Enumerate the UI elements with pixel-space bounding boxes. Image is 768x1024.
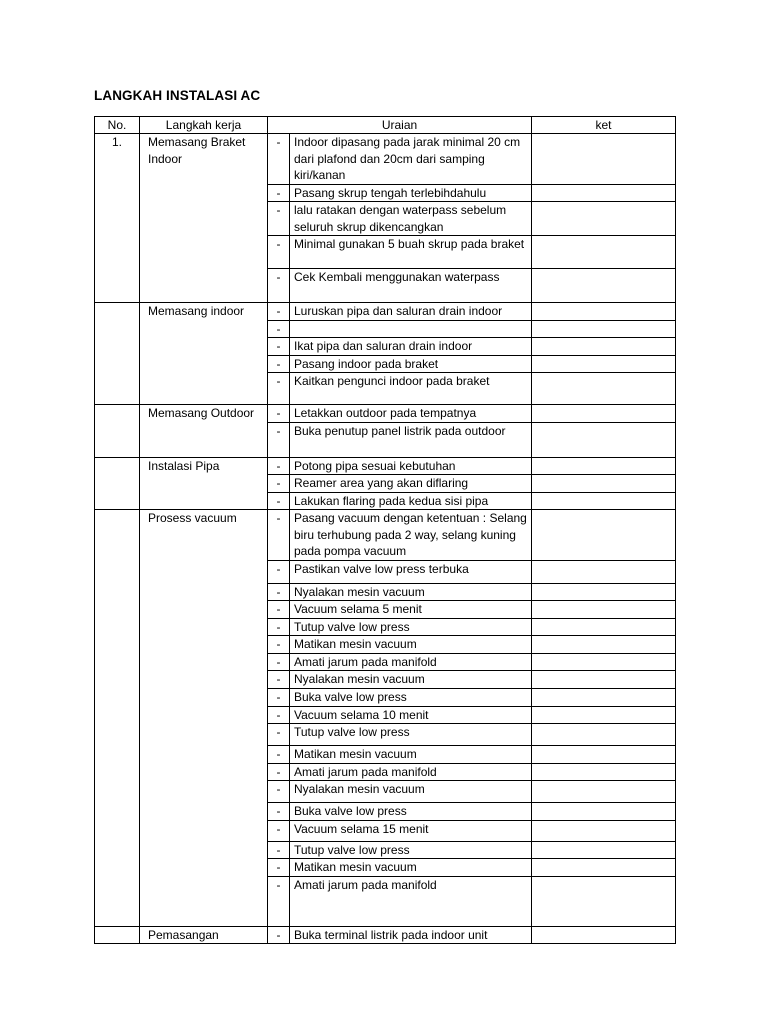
table-row: [95, 457, 676, 475]
step-name: Memasang indoor: [140, 303, 268, 405]
bullet-dash: -: [268, 560, 290, 583]
step-description: Pasang skrup tengah terlebihdahulu: [290, 184, 532, 202]
step-description: Tutup valve low press: [290, 841, 532, 859]
bullet-dash: -: [268, 475, 290, 493]
step-description: Letakkan outdoor pada tempatnya: [290, 405, 532, 423]
step-description: Tutup valve low press: [290, 618, 532, 636]
ket-cell: [532, 820, 676, 841]
ket-cell: [532, 706, 676, 724]
bullet-dash: -: [268, 405, 290, 423]
table-row: [95, 134, 676, 185]
step-description: [290, 320, 532, 338]
bullet-dash: -: [268, 926, 290, 944]
step-number: [95, 926, 140, 944]
ket-cell: [532, 859, 676, 877]
step-description: Nyalakan mesin vacuum: [290, 583, 532, 601]
header-no: No.: [95, 117, 140, 134]
step-description: Buka penutup panel listrik pada outdoor: [290, 422, 532, 457]
ket-cell: [532, 876, 676, 926]
bullet-dash: -: [268, 688, 290, 706]
ket-cell: [532, 355, 676, 373]
bullet-dash: -: [268, 653, 290, 671]
step-description: Matikan mesin vacuum: [290, 859, 532, 877]
ket-cell: [532, 671, 676, 689]
step-description: Luruskan pipa dan saluran drain indoor: [290, 303, 532, 321]
ket-cell: [532, 636, 676, 654]
ket-cell: [532, 202, 676, 236]
ket-cell: [532, 457, 676, 475]
step-description: Nyalakan mesin vacuum: [290, 671, 532, 689]
bullet-dash: -: [268, 457, 290, 475]
step-description: Ikat pipa dan saluran drain indoor: [290, 338, 532, 356]
table-row: [95, 926, 676, 944]
bullet-dash: -: [268, 184, 290, 202]
ket-cell: [532, 134, 676, 185]
step-description: Nyalakan mesin vacuum: [290, 781, 532, 803]
bullet-dash: -: [268, 320, 290, 338]
bullet-dash: -: [268, 202, 290, 236]
ket-cell: [532, 688, 676, 706]
table-row: [95, 510, 676, 561]
step-name: Prosess vacuum: [140, 510, 268, 927]
step-description: Kaitkan pengunci indoor pada braket: [290, 373, 532, 405]
step-description: Lakukan flaring pada kedua sisi pipa: [290, 492, 532, 510]
ket-cell: [532, 926, 676, 944]
step-name: Memasang Braket Indoor: [140, 134, 268, 303]
ket-cell: [532, 601, 676, 619]
step-name: Pemasangan: [140, 926, 268, 944]
ket-cell: [532, 618, 676, 636]
ket-cell: [532, 492, 676, 510]
bullet-dash: -: [268, 134, 290, 185]
document-title: LANGKAH INSTALASI AC: [94, 88, 261, 103]
step-number: [95, 303, 140, 405]
ket-cell: [532, 510, 676, 561]
bullet-dash: -: [268, 492, 290, 510]
bullet-dash: -: [268, 706, 290, 724]
bullet-dash: -: [268, 373, 290, 405]
step-description: Pasang vacuum dengan ketentuan : Selang biru terhubung pada 2 way, selang kuning pada pompa vacuum: [290, 510, 532, 561]
step-number: [95, 405, 140, 458]
step-name: Memasang Outdoor: [140, 405, 268, 458]
ket-cell: [532, 583, 676, 601]
bullet-dash: -: [268, 763, 290, 781]
step-description: Matikan mesin vacuum: [290, 636, 532, 654]
step-description: Pasang indoor pada braket: [290, 355, 532, 373]
ket-cell: [532, 746, 676, 764]
table-header-row: [95, 117, 676, 134]
bullet-dash: -: [268, 781, 290, 803]
step-description: Buka valve low press: [290, 803, 532, 821]
step-description: lalu ratakan dengan waterpass sebelum seluruh skrup dikencangkan: [290, 202, 532, 236]
step-description: Indoor dipasang pada jarak minimal 20 cm dari plafond dan 20cm dari samping kiri/kanan: [290, 134, 532, 185]
bullet-dash: -: [268, 269, 290, 303]
header-description: Uraian: [268, 117, 532, 134]
table-row: [95, 405, 676, 423]
table-row: [95, 303, 676, 321]
step-description: Buka terminal listrik pada indoor unit: [290, 926, 532, 944]
step-description: Pastikan valve low press terbuka: [290, 560, 532, 583]
bullet-dash: -: [268, 746, 290, 764]
step-description: Vacuum selama 10 menit: [290, 706, 532, 724]
step-description: Potong pipa sesuai kebutuhan: [290, 457, 532, 475]
step-number: 1.: [95, 134, 140, 303]
bullet-dash: -: [268, 601, 290, 619]
bullet-dash: -: [268, 355, 290, 373]
step-description: Vacuum selama 5 menit: [290, 601, 532, 619]
ket-cell: [532, 841, 676, 859]
bullet-dash: -: [268, 636, 290, 654]
ket-cell: [532, 422, 676, 457]
ket-cell: [532, 184, 676, 202]
step-number: [95, 510, 140, 927]
ket-cell: [532, 236, 676, 269]
step-description: Matikan mesin vacuum: [290, 746, 532, 764]
bullet-dash: -: [268, 303, 290, 321]
step-number: [95, 457, 140, 510]
bullet-dash: -: [268, 236, 290, 269]
ket-cell: [532, 373, 676, 405]
ket-cell: [532, 803, 676, 821]
ket-cell: [532, 405, 676, 423]
ket-cell: [532, 560, 676, 583]
ket-cell: [532, 303, 676, 321]
bullet-dash: -: [268, 859, 290, 877]
ket-cell: [532, 338, 676, 356]
step-description: Minimal gunakan 5 buah skrup pada braket: [290, 236, 532, 269]
step-description: Reamer area yang akan diflaring: [290, 475, 532, 493]
bullet-dash: -: [268, 803, 290, 821]
ket-cell: [532, 724, 676, 746]
ket-cell: [532, 763, 676, 781]
installation-steps-table: [94, 116, 676, 944]
bullet-dash: -: [268, 618, 290, 636]
step-description: Tutup valve low press: [290, 724, 532, 746]
ket-cell: [532, 320, 676, 338]
bullet-dash: -: [268, 724, 290, 746]
bullet-dash: -: [268, 820, 290, 841]
ket-cell: [532, 653, 676, 671]
bullet-dash: -: [268, 841, 290, 859]
step-name: Instalasi Pipa: [140, 457, 268, 510]
step-description: Amati jarum pada manifold: [290, 876, 532, 926]
ket-cell: [532, 475, 676, 493]
header-step: Langkah kerja: [140, 117, 268, 134]
bullet-dash: -: [268, 338, 290, 356]
step-description: Vacuum selama 15 menit: [290, 820, 532, 841]
step-description: Amati jarum pada manifold: [290, 763, 532, 781]
bullet-dash: -: [268, 510, 290, 561]
bullet-dash: -: [268, 876, 290, 926]
step-description: Cek Kembali menggunakan waterpass: [290, 269, 532, 303]
step-description: Amati jarum pada manifold: [290, 653, 532, 671]
bullet-dash: -: [268, 422, 290, 457]
ket-cell: [532, 269, 676, 303]
bullet-dash: -: [268, 583, 290, 601]
ket-cell: [532, 781, 676, 803]
bullet-dash: -: [268, 671, 290, 689]
step-description: Buka valve low press: [290, 688, 532, 706]
header-ket: ket: [532, 117, 676, 134]
